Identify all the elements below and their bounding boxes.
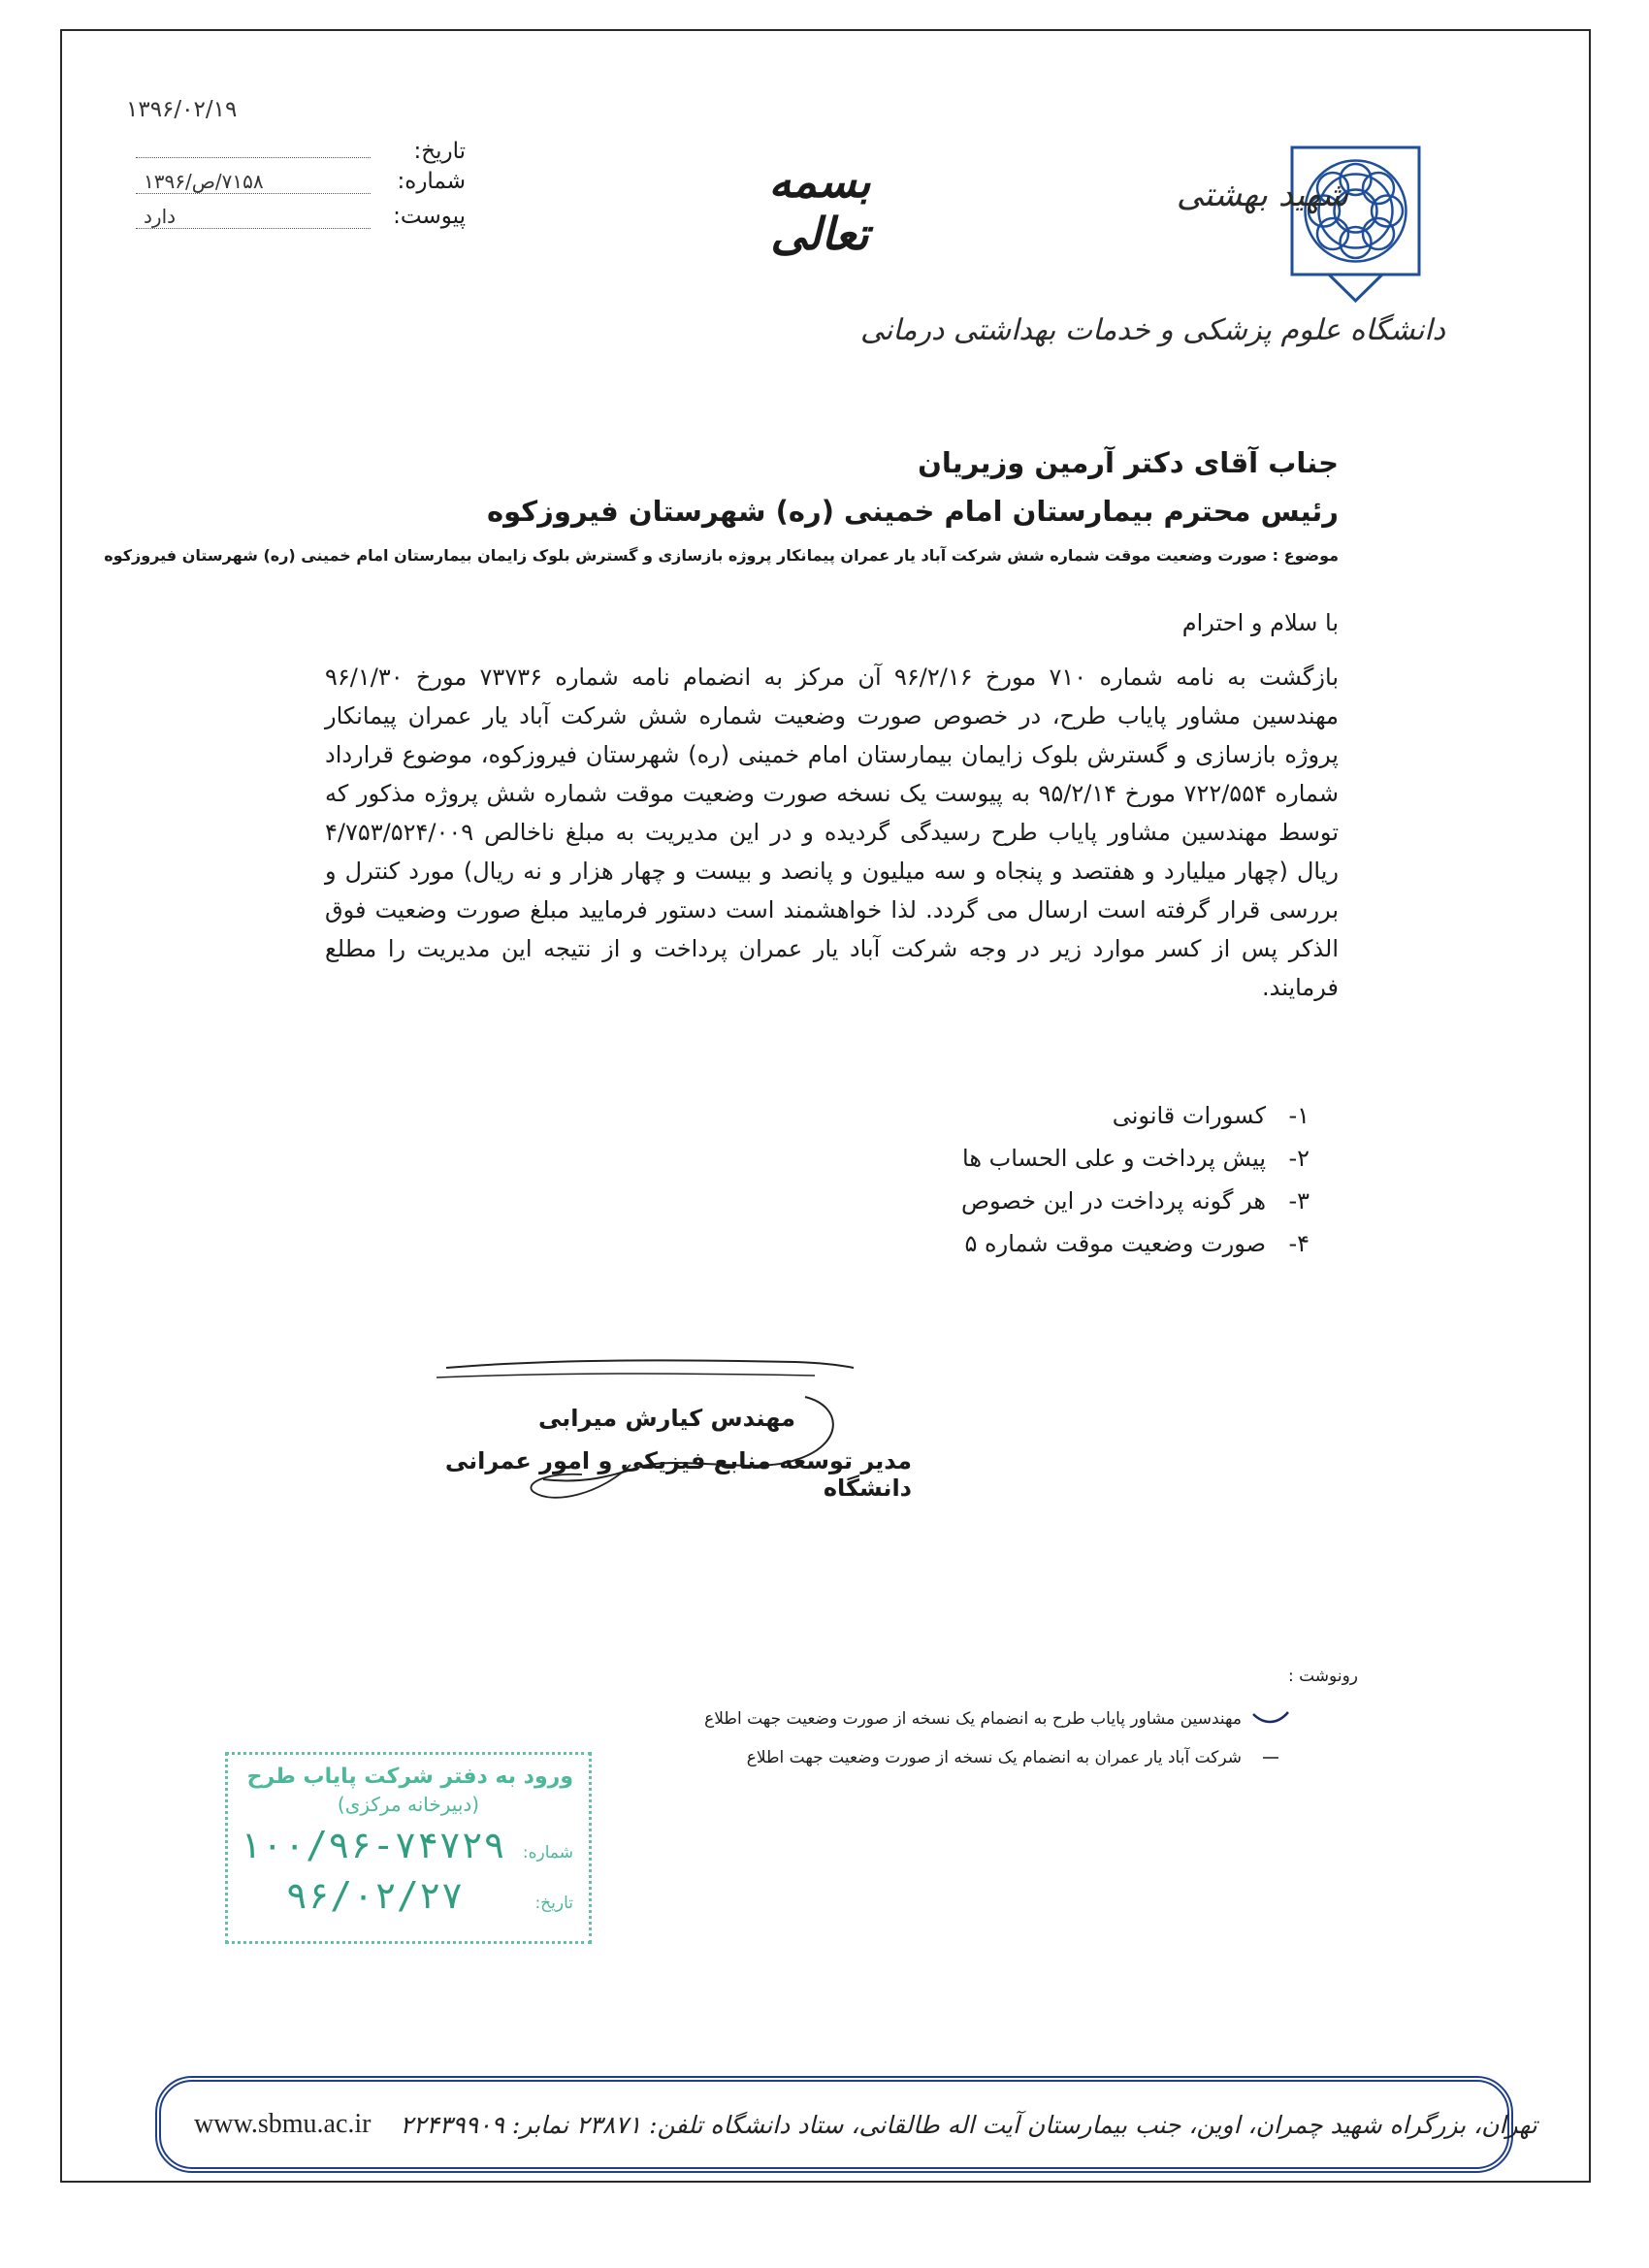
recipient-name: جناب آقای دکتر آرمین وزیریان xyxy=(918,446,1339,479)
cc-list xyxy=(621,1700,1300,1777)
letter-subject: موضوع : صورت وضعیت موقت شماره شش شرکت آباد یار عمران پیمانکار پروژه بازسازی و گسترش بلوک زایمان بیمارستان امام خمینی (ره) شهرستان فیروزکوه xyxy=(104,546,1339,565)
basmala: بسمه تعالی xyxy=(768,155,871,260)
list-item xyxy=(679,1222,1310,1265)
stamp-number-row xyxy=(239,1824,573,1866)
list-item xyxy=(679,1094,1310,1137)
meta-value: دارد xyxy=(136,205,371,229)
list-item-number: ۴- xyxy=(1288,1230,1310,1257)
list-item-number: ۳- xyxy=(1288,1187,1310,1215)
stamp-date-row xyxy=(243,1874,573,1917)
footer-address: تهران، بزرگراه شهید چمران، اوین، جنب بیمارستان آیت اله طالقانی، ستاد دانشگاه تلفن: ۲۳۸۷۱ نمابر: ۲۲۴۳۹۹۰۹ xyxy=(400,2110,1537,2139)
list-item-text: کسورات قانونی xyxy=(1112,1102,1266,1129)
meta-value xyxy=(136,134,371,158)
recipient-title: رئیس محترم بیمارستان امام خمینی (ره) شهرستان فیروزکوه xyxy=(486,495,1339,528)
meta-label: تاریخ: xyxy=(413,139,466,164)
stamp-number-value: ۱۰۰/۹۶-۷۴۷۲۹ xyxy=(239,1824,505,1866)
cc-item xyxy=(621,1700,1300,1738)
stamp-title: ورود به دفتر شرکت پایاب طرح xyxy=(246,1765,573,1789)
stamp-subtitle: (دبیرخانه مرکزی) xyxy=(337,1793,480,1816)
university-name xyxy=(859,165,1455,369)
cc-item xyxy=(621,1738,1300,1777)
greeting: با سلام و احترام xyxy=(1181,609,1339,636)
meta-label: پیوست: xyxy=(393,204,466,229)
letterhead-footer xyxy=(155,2076,1537,2173)
cc-label: رونوشت : xyxy=(1287,1667,1358,1686)
university-full-name: دانشگاه علوم پزشکی و خدمات بهداشتی درمانی xyxy=(859,313,1445,347)
handwritten-date: ۱۳۹۶/۰۲/۱۹ xyxy=(126,97,238,122)
list-item-number: ۲- xyxy=(1288,1145,1310,1172)
meta-attachment-row xyxy=(136,204,466,239)
stamp-number-label: شماره: xyxy=(522,1843,573,1863)
stamp-date-label: تاریخ: xyxy=(534,1894,573,1913)
meta-number-row xyxy=(136,169,466,204)
list-item xyxy=(679,1137,1310,1180)
letter-meta xyxy=(136,134,466,239)
list-item xyxy=(679,1180,1310,1222)
cc-item-text: شرکت آباد یار عمران به انضمام یک نسخه از صورت وضعیت جهت اطلاع xyxy=(746,1748,1242,1767)
dash-mark-icon xyxy=(1242,1748,1300,1767)
meta-label: شماره: xyxy=(397,169,466,194)
website-link[interactable]: www.sbmu.ac.ir xyxy=(194,2109,372,2139)
body-paragraph: بازگشت به نامه شماره ۷۱۰ مورخ ۹۶/۲/۱۶ آن مرکز به انضمام نامه شماره ۷۳۷۳۶ مورخ ۹۶/۱/۳۰ مهندسین مشاور پایاب طرح، در خصوص صورت وضعیت شماره شش شرکت آباد یار عمران پیمانکار پروژه بازسازی و گسترش بلوک زایمان بیمارستان امام خمینی (ره) شهرستان فیروزکوه، موضوع قرارداد شماره ۷۲۲/۵۵۴ مورخ ۹۵/۲/۱۴ به پیوست یک نسخه صورت وضعیت موقت شماره شش پروژه مذکور که توسط مهندسین مشاور پایاب طرح رسیدگی گردیده و در این مدیریت به مبلغ ناخالص ۴/۷۵۳/۵۲۴/۰۰۹ ریال (چهار میلیارد و هفتصد و پنجاه و سه میلیون و پانصد و بیست و چهار هزار و نه ریال) مورد کنترل و بررسی قرار گرفته است ارسال می گردد. لذا خواهشمند است دستور فرمایید مبلغ صورت وضعیت فوق الذکر پس از کسر موارد زیر در وجه شرکت آباد یار عمران پرداخت و از نتیجه این مدیریت را مطلع فرمایند. xyxy=(325,664,1340,1001)
received-stamp xyxy=(225,1752,592,1944)
checkmark-icon xyxy=(1242,1708,1300,1731)
signer-name: مهندس کیارش میرابی xyxy=(538,1405,795,1432)
recipient-block xyxy=(330,438,1339,535)
cc-item-text: مهندسین مشاور پایاب طرح به انضمام یک نسخه از صورت وضعیت جهت اطلاع xyxy=(704,1709,1242,1729)
signer-title: مدیر توسعه منابع فیزیکی و امور عمرانی دانشگاه xyxy=(444,1447,912,1502)
meta-date-row xyxy=(136,134,466,169)
list-item-text: پیش پرداخت و علی الحساب ها xyxy=(962,1145,1266,1172)
stamp-date-value: ۹۶/۰۲/۲۷ xyxy=(285,1874,464,1917)
list-item-number: ۱- xyxy=(1288,1102,1310,1129)
list-item-text: هر گونه پرداخت در این خصوص xyxy=(960,1187,1266,1215)
handwritten-signature xyxy=(388,1339,912,1533)
list-item-text: صورت وضعیت موقت شماره ۵ xyxy=(964,1230,1266,1257)
university-short-name: شهید بهشتی xyxy=(1176,176,1348,214)
meta-value: ۷۱۵۸/ص/۱۳۹۶ xyxy=(136,170,371,194)
deductions-list xyxy=(679,1094,1310,1265)
